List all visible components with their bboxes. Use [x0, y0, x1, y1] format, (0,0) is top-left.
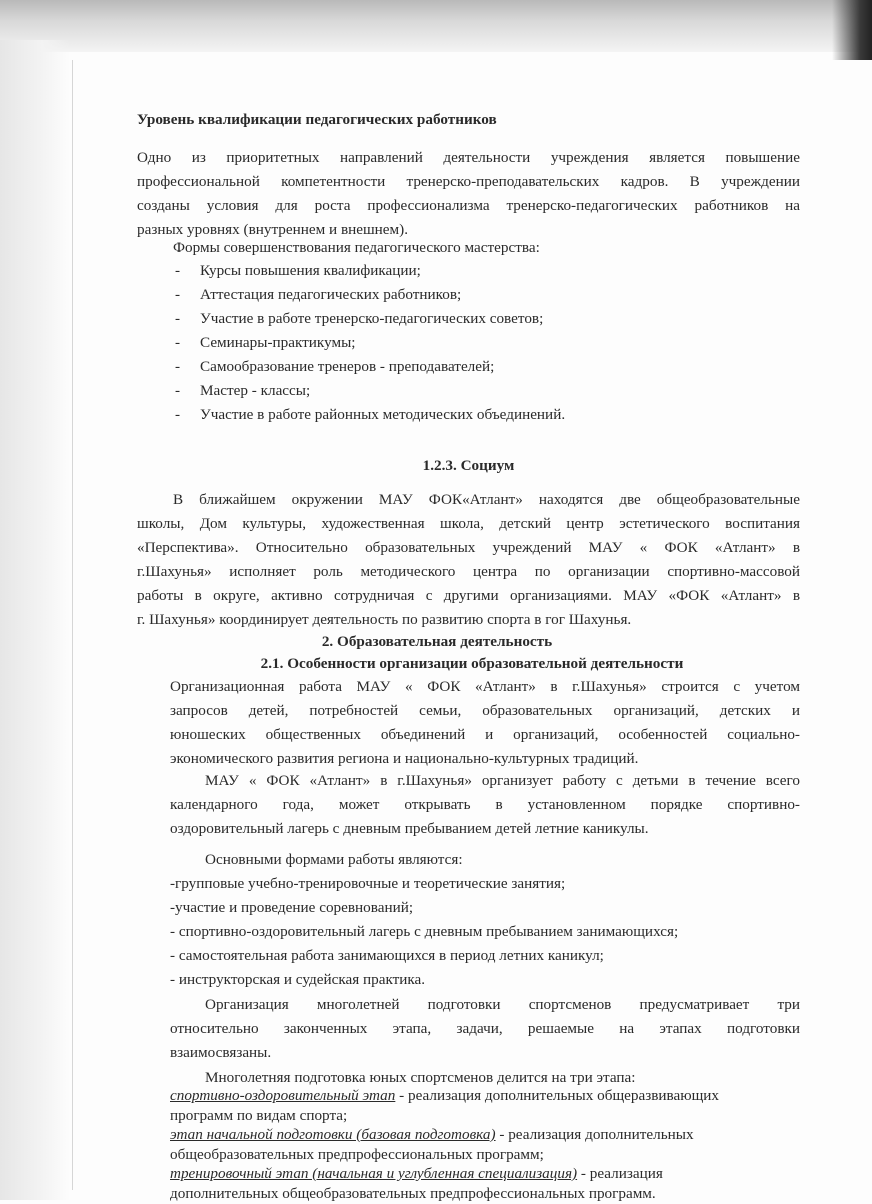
stages-intro: Многолетняя подготовка юных спортсменов делится на три этапа: — [205, 1069, 636, 1086]
stage-name: спортивно-оздоровительный этап — [170, 1087, 396, 1104]
para-line: созданы условия для роста профессионализма тренерско-педагогических работников на — [137, 197, 800, 214]
list-bullet: - — [175, 262, 181, 279]
para-line: экономического развития региона и национально-культурных традиций. — [170, 750, 639, 767]
para-line: относительно законченных этапа, задачи, решаемые на этапах подготовки — [170, 1020, 800, 1037]
stage-desc: - реализация дополнительных общеразвивающих — [395, 1087, 720, 1104]
stage-desc: - реализация дополнительных — [495, 1126, 694, 1143]
stage-desc-line: общеобразовательных предпрофессиональных программ; — [170, 1145, 544, 1163]
list-item: -участие и проведение соревнований; — [170, 899, 414, 916]
list-item: Семинары-практикумы; — [200, 334, 356, 351]
para-line: школы, Дом культуры, художественная школа, детский центр эстетического воспитания — [137, 515, 800, 532]
list-item: - самостоятельная работа занимающихся в период летних каникул; — [170, 947, 604, 964]
list-item: - инструкторская и судейская практика. — [170, 971, 426, 988]
list-bullet: - — [175, 382, 181, 399]
para-line: запросов детей, потребностей семьи, образовательных организаций, детских и — [170, 702, 800, 719]
heading-section-2-1: 2.1. Особенности организации образовательной деятельности — [260, 655, 684, 672]
stage-desc-line: программ по видам спорта; — [170, 1106, 348, 1124]
list-bullet: - — [175, 358, 181, 375]
para-line: МАУ « ФОК «Атлант» в г.Шахунья» организует работу с детьми в течение всего — [205, 772, 800, 789]
para-line: календарного года, может открывать в установленном порядке спортивно- — [170, 796, 800, 813]
para-line: В ближайшем окружении МАУ ФОК«Атлант» находятся две общеобразовательные — [173, 491, 800, 508]
para-line: профессиональной компетентности тренерско-преподавательских кадров. В учреждении — [137, 173, 800, 190]
heading-qualification: Уровень квалификации педагогических работников — [137, 111, 497, 128]
list-bullet: - — [175, 334, 181, 351]
para-line: юношеских общественных объединений и организаций, особенностей социально- — [170, 726, 800, 743]
list-bullet: - — [175, 310, 181, 327]
para-line: Одно из приоритетных направлений деятельности учреждения является повышение — [137, 149, 800, 166]
stage-line — [170, 1164, 663, 1184]
stage-line — [170, 1125, 694, 1145]
para-line: работы в округе, активно сотрудничая с другими организациями. МАУ «ФОК «Атлант» в — [137, 587, 800, 604]
para-line: разных уровнях (внутреннем и внешнем). — [137, 221, 409, 238]
heading-section-2: 2. Образовательная деятельность — [321, 633, 553, 650]
list-item: -групповые учебно-тренировочные и теоретические занятия; — [170, 875, 566, 892]
para-line: Организация многолетней подготовки спортсменов предусматривает три — [205, 996, 800, 1013]
list-item: - спортивно-оздоровительный лагерь с дневным пребыванием занимающихся; — [170, 923, 679, 940]
list-bullet: - — [175, 406, 181, 423]
stage-desc-line: дополнительных общеобразовательных предпрофессиональных программ. — [170, 1184, 656, 1202]
forms-intro: Формы совершенствования педагогического мастерства: — [173, 239, 540, 256]
stage-name: тренировочный этап (начальная и углубленная специализация) — [170, 1165, 578, 1182]
list-item: Самообразование тренеров - преподавателей; — [200, 358, 495, 375]
stage-line — [170, 1086, 719, 1106]
heading-socium: 1.2.3. Социум — [422, 457, 515, 474]
para-line: взаимосвязаны. — [170, 1044, 272, 1061]
para-line: оздоровительный лагерь с дневным пребыванием детей летние каникулы. — [170, 820, 649, 837]
stage-name: этап начальной подготовки (базовая подготовка) — [170, 1126, 496, 1143]
para-line: «Перспектива». Относительно образовательных учреждений МАУ « ФОК «Атлант» в — [137, 539, 800, 556]
list-item: Участие в работе районных методических объединений. — [200, 406, 566, 423]
list-bullet: - — [175, 286, 181, 303]
list-item: Участие в работе тренерско-педагогических советов; — [200, 310, 544, 327]
list-item: Мастер - классы; — [200, 382, 311, 399]
para-line: г. Шахунья» координирует деятельность по развитию спорта в гог Шахунья. — [137, 611, 632, 628]
list-item: Аттестация педагогических работников; — [200, 286, 462, 303]
list-item: Курсы повышения квалификации; — [200, 262, 421, 279]
para-line: г.Шахунья» исполняет роль методического центра по организации спортивно-массовой — [137, 563, 800, 580]
stage-desc: - реализация — [577, 1165, 663, 1182]
para-line: Организационная работа МАУ « ФОК «Атлант» в г.Шахунья» строится с учетом — [170, 678, 800, 695]
main-forms-intro: Основными формами работы являются: — [205, 851, 463, 868]
